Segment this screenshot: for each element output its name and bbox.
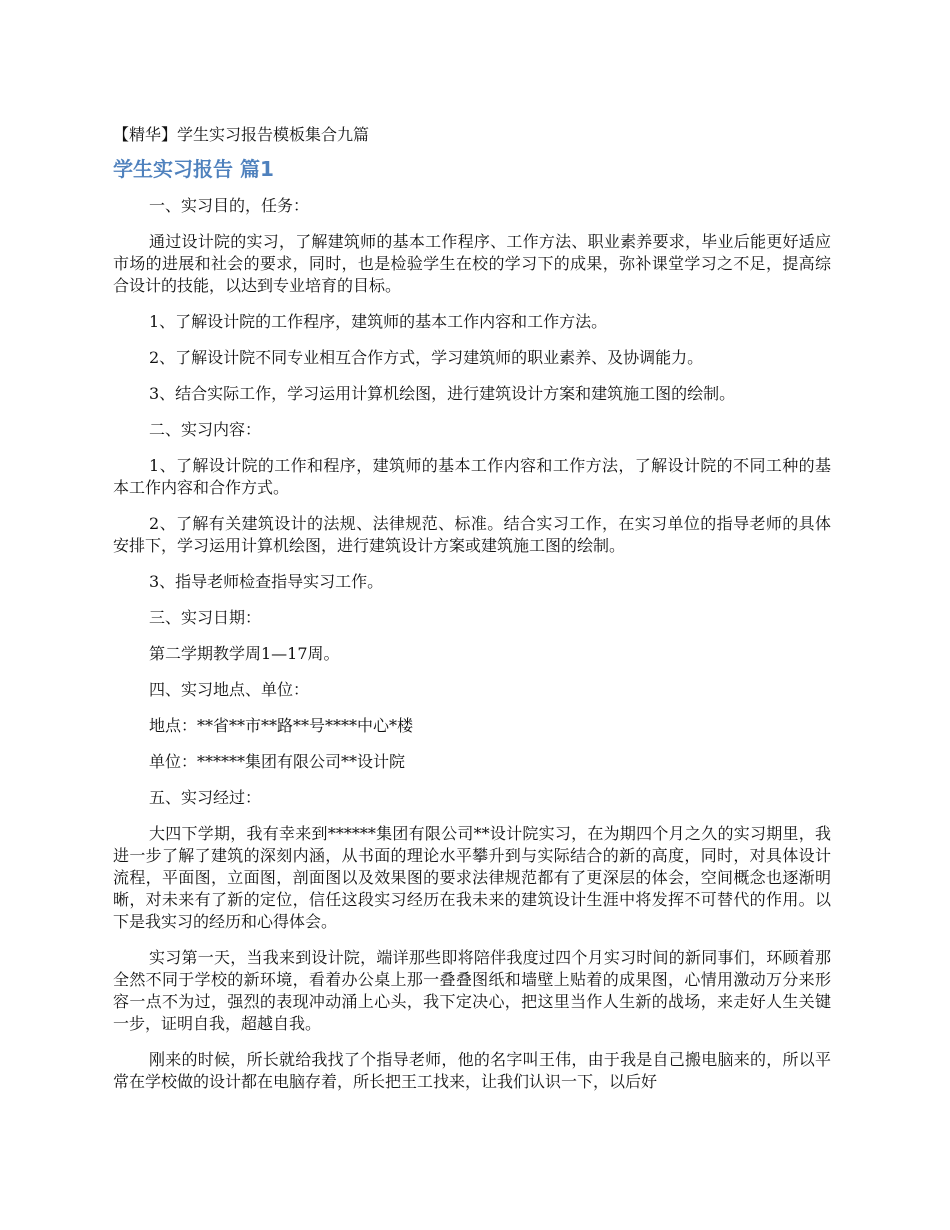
paragraph-process-2: 实习第一天，当我来到设计院，端详那些即将陪伴我度过四个月实习时间的新同事们，环顾着那全然不同于学校的新环境，看着办公桌上那一叠叠图纸和墙壁上贴着的成果图，心情用激动万分来形容一点不为过，强烈的表现冲动涌上心头，我下定决心，把这里当作人生新的战场，来走好人生关键一步，证明自我，超越自我。 (113, 948, 831, 1033)
paragraph-content-heading: 二、实习内容： (149, 420, 262, 439)
paragraph-purpose-item-1: 1、了解设计院的工作程序，建筑师的基本工作内容和工作方法。 (149, 312, 608, 331)
paragraph-purpose-heading: 一、实习目的，任务： (149, 196, 310, 215)
paragraph-content-item-2: 2、了解有关建筑设计的法规、法律规范、标准。结合实习工作，在实习单位的指导老师的具体安排下，学习运用计算机绘图，进行建筑设计方案或建筑施工图的绘制。 (113, 514, 831, 555)
paragraph-purpose-item-3: 3、结合实际工作，学习运用计算机绘图，进行建筑设计方案和建筑施工图的绘制。 (149, 384, 736, 403)
paragraph-location-unit: 单位：******集团有限公司**设计院 (149, 752, 406, 771)
paragraph-process-heading: 五、实习经过： (149, 788, 262, 807)
section-heading: 学生实习报告 篇1 (113, 157, 274, 181)
paragraph-content-item-1: 1、了解设计院的工作和程序，建筑师的基本工作内容和工作方法，了解设计院的不同工种的基本工作内容和合作方式。 (113, 456, 831, 497)
document-title: 【精华】学生实习报告模板集合九篇 (113, 125, 370, 144)
paragraph-date-heading: 三、实习日期： (149, 608, 262, 627)
paragraph-purpose-intro: 通过设计院的实习，了解建筑师的基本工作程序、工作方法、职业素养要求，毕业后能更好适应市场的进展和社会的要求，同时，也是检验学生在校的学习下的成果，弥补课堂学习之不足，提高综合设计的技能，以达到专业培育的目标。 (113, 232, 831, 295)
paragraph-location-address: 地点：**省**市**路**号****中心*楼 (149, 716, 414, 735)
paragraph-process-3: 刚来的时候，所长就给我找了个指导老师，他的名字叫王伟，由于我是自己搬电脑来的，所以平常在学校做的设计都在电脑存着，所长把王工找来，让我们认识一下，以后好 (113, 1050, 831, 1091)
paragraph-process-1: 大四下学期，我有幸来到******集团有限公司**设计院实习，在为期四个月之久的实习期里，我进一步了解了建筑的深刻内涵，从书面的理论水平攀升到与实际结合的新的高度，同时，对具体设计流程，平面图，立面图，剖面图以及效果图的要求法律规范都有了更深层的体会，空间概念也逐渐明晰，对未来有了新的定位，信任这段实习经历在我未来的建筑设计生涯中将发挥不可替代的作用。以下是我实习的经历和心得体会。 (113, 824, 831, 931)
paragraph-date-value: 第二学期教学周1—17周。 (149, 644, 340, 663)
paragraph-location-heading: 四、实习地点、单位： (149, 680, 310, 699)
paragraph-purpose-item-2: 2、了解设计院不同专业相互合作方式，学习建筑师的职业素养、及协调能力。 (149, 348, 704, 367)
document-page (113, 123, 831, 1107)
paragraph-content-item-3: 3、指导老师检查指导实习工作。 (149, 572, 384, 591)
